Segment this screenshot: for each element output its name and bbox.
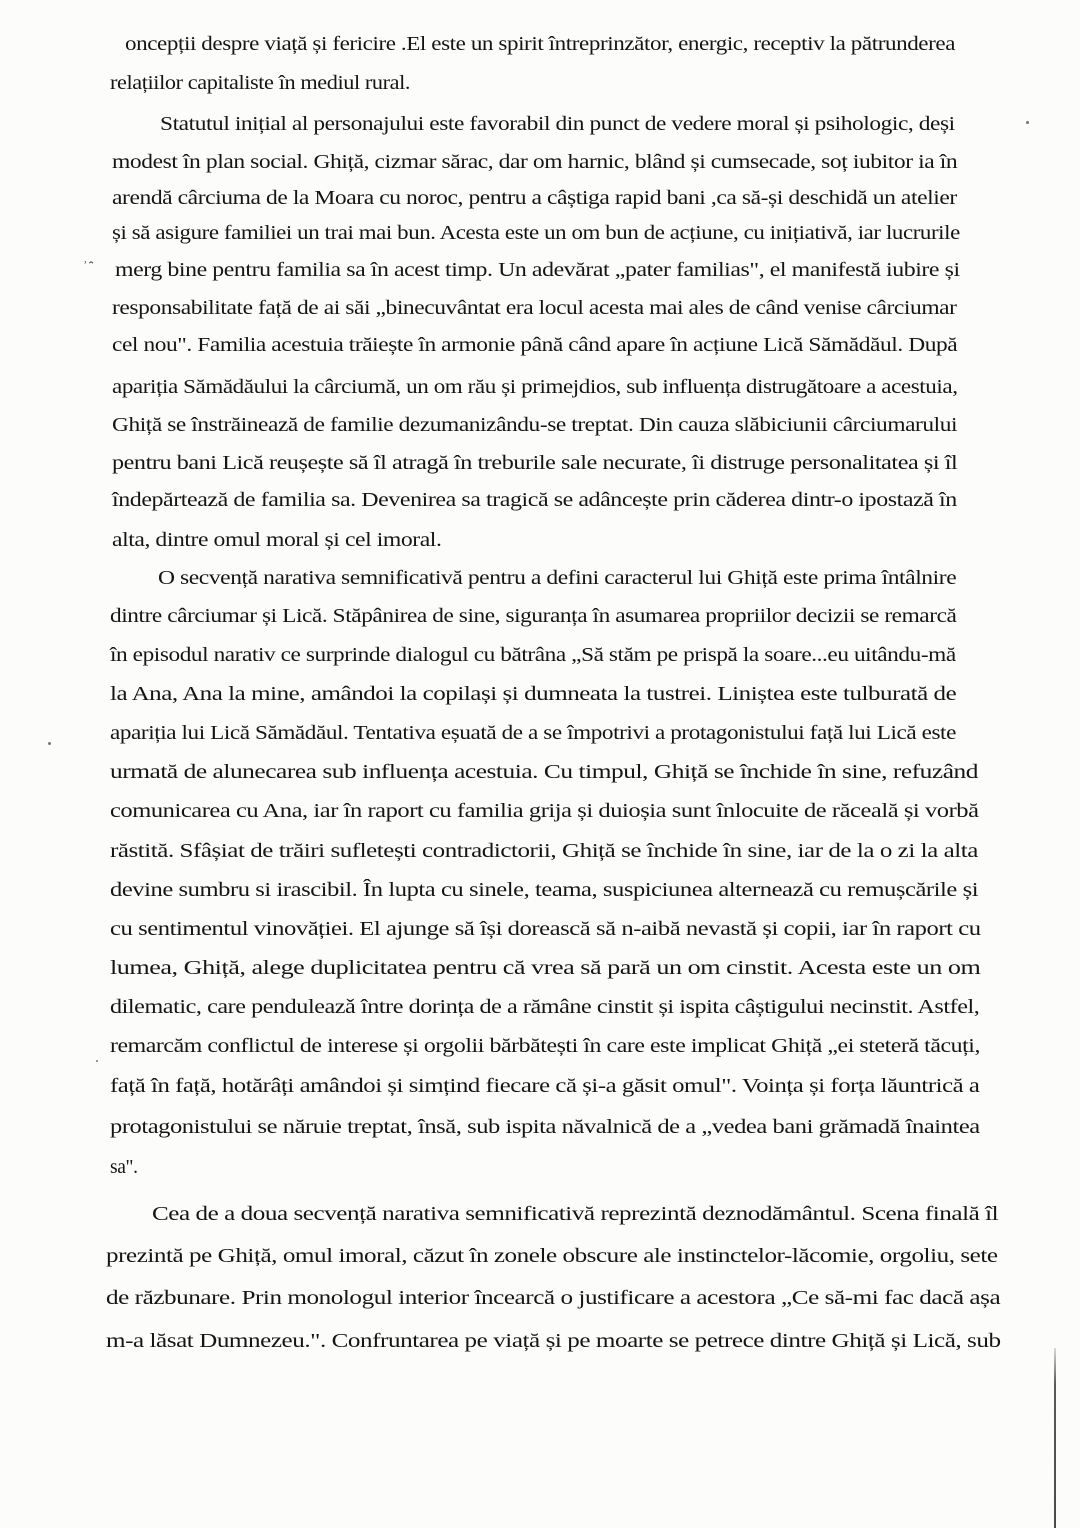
- scan-speck: [48, 742, 51, 745]
- document-text-line: protagonistului se năruie treptat, însă, sub ispita năvalnică de a „vedea bani grămadă înaintea: [110, 1117, 980, 1138]
- scan-speck: [1026, 121, 1029, 124]
- document-text-line: lumea, Ghiță, alege duplicitatea pentru că vrea să pară un om cinstit. Acesta este un om: [110, 958, 981, 979]
- document-text-line: la Ana, Ana la mine, amândoi la copilași și dumneata la tustrei. Liniștea este tulburată de: [110, 684, 957, 705]
- document-text-line: îndepărtează de familia sa. Devenirea sa tragică se adâncește prin căderea dintr-o ipostază în: [112, 490, 957, 511]
- document-text-line: de răzbunare. Prin monologul interior încearcă o justificare a acestora „Ce să-mi fac dacă așa: [106, 1288, 1001, 1309]
- document-text-line: Ghiță se înstrăinează de familie dezumanizându-se treptat. Din cauza slăbiciunii cârciumarului: [112, 415, 958, 436]
- document-text-line: sa".: [110, 1157, 138, 1178]
- document-text-line: pentru bani Lică reușește să îl atragă în treburile sale necurate, îi distruge personalitatea și îl: [112, 453, 958, 474]
- document-text-line: apariția lui Lică Sămădăul. Tentativa eșuată de a se împotrivi a protagonistului față lui Lică este: [110, 723, 956, 744]
- document-text-line: dintre cârciumar și Lică. Stăpânirea de sine, siguranța în asumarea propriilor decizii se remarcă: [110, 606, 957, 627]
- document-text-line: O secvență narativa semnificativă pentru a defini caracterul lui Ghiță este prima întâlnire: [158, 568, 957, 589]
- document-text-line: dilematic, care penduleazǎ între dorința de a rămâne cinstit și ispita câștigului necinstit. Astfel,: [110, 997, 980, 1018]
- document-text-line: în episodul narativ ce surprinde dialogul cu bătrâna „Să stăm pe prispă la soare...eu uitându-mă: [110, 645, 956, 666]
- document-text-line: relațiilor capitaliste în mediul rural.: [110, 73, 411, 94]
- page-edge-shadow: [1054, 1348, 1056, 1528]
- document-text-line: cu sentimentul vinovăției. El ajunge să își dorească să n-aibă nevastă și copii, iar în raport cu: [110, 919, 981, 940]
- document-text-line: remarcăm conflictul de interese și orgolii bărbătești în care este implicat Ghiță „ei steteră tăcuți,: [110, 1036, 981, 1057]
- document-text-line: și să asigure familiei un trai mai bun. Acesta este un om bun de acțiune, cu inițiativă, iar lucrurile: [112, 223, 960, 244]
- document-text-line: alta, dintre omul moral și cel imoral.: [112, 530, 442, 551]
- document-text-line: modest în plan social. Ghiță, cizmar sărac, dar om harnic, blând și cumsecade, soț iubitor ia în: [112, 152, 958, 173]
- document-text-line: urmată de alunecarea sub influența acestuia. Cu timpul, Ghiță se închide în sine, refuzând: [110, 762, 978, 783]
- document-text-line: m-a lăsat Dumnezeu.". Confruntarea pe viață și pe moarte se petrece dintre Ghiță și Lică, sub: [106, 1331, 1001, 1352]
- document-text-line: responsabilitate față de ai săi „binecuvântat era locul acesta mai ales de când venise cârciumar: [112, 298, 957, 319]
- document-text-line: Cea de a doua secvență narativa semnificativă reprezintă deznodământul. Scena finală îl: [152, 1204, 999, 1225]
- document-text-line: față în față, hotărâți amândoi și simțind fiecare că și-a găsit omul". Voința și forța lăuntrică a: [110, 1076, 980, 1097]
- document-text-line: comunicarea cu Ana, iar în raport cu familia grija și duioșia sunt înlocuite de răceală și vorbă: [110, 801, 979, 822]
- document-text-line: răstită. Sfâșiat de trăiri sufletești contradictorii, Ghiță se închide în sine, iar de la o zi la alta: [110, 841, 978, 862]
- document-text-line: arendă cârciuma de la Moara cu noroc, pentru a câștiga rapid bani ,ca să-și deschidă un atelier: [112, 188, 957, 209]
- document-text-line: apariția Sămădăului la cârciumă, un om rău și primejdios, sub influența distrugătoare a acestuia,: [112, 377, 958, 398]
- margin-annotation-mark: ʾ ̑: [83, 260, 92, 275]
- document-text-line: oncepții despre viață și fericire .El este un spirit întreprinzător, energic, receptiv la pătrunderea: [125, 34, 956, 55]
- scan-speck: [96, 1060, 98, 1062]
- document-text-line: devine sumbru si irascibil. În lupta cu sinele, teama, suspiciunea alternează cu remușcările și: [110, 880, 979, 901]
- document-text-line: prezintă pe Ghiță, omul imoral, căzut în zonele obscure ale instinctelor-lăcomie, orgoliu, sete: [106, 1246, 998, 1267]
- document-text-line: Statutul inițial al personajului este favorabil din punct de vedere moral și psihologic, deși: [160, 114, 955, 135]
- document-text-line: cel nou". Familia acestuia trăiește în armonie până când apare în acțiune Lică Sămădăul. După: [112, 335, 958, 356]
- document-text-line: merg bine pentru familia sa în acest timp. Un adevărat „pater familias", el manifestă iubire și: [115, 260, 960, 281]
